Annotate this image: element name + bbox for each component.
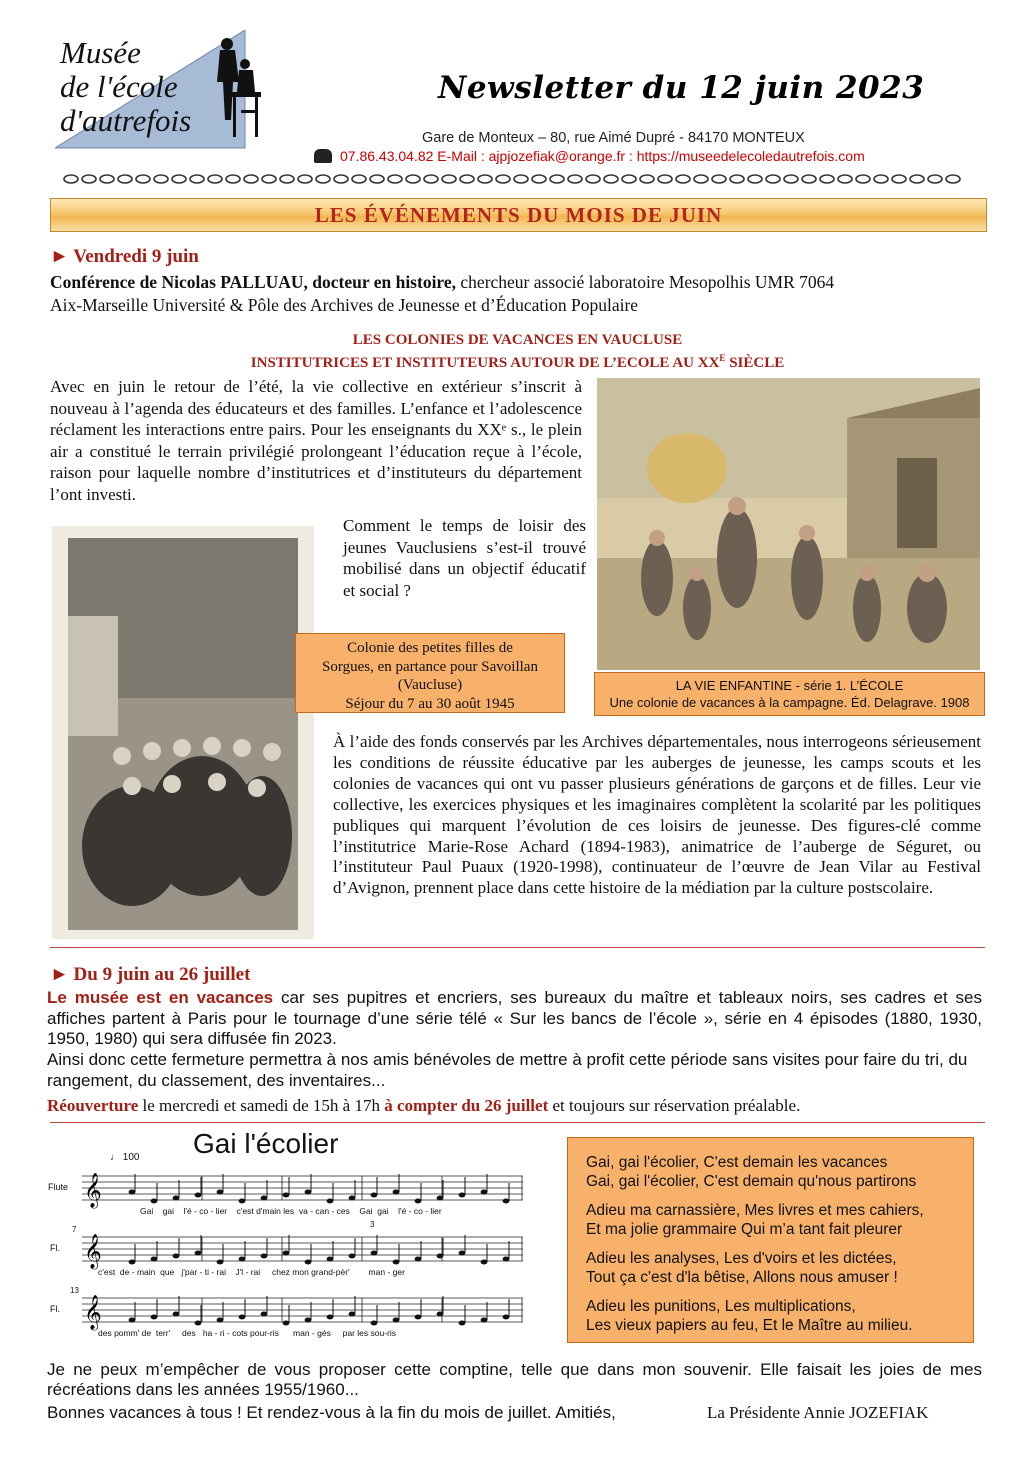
address: Gare de Monteux – 80, rue Aimé Dupré - 84170 MONTEUX [422, 130, 805, 146]
lyrics-stanza-4 [586, 1297, 973, 1335]
instrument-3: Fl. [50, 1304, 60, 1314]
instrument-2: Fl. [50, 1243, 60, 1253]
lyrics-stanza-3 [586, 1249, 973, 1287]
logo-line-1: Musée [60, 35, 141, 70]
event2-para2: Ainsi donc cette fermeture permettra à nos amis bénévoles de mettre à profit cette période sans visites pour faire du tri, du rangement, du classement, des inventaires... [47, 1050, 968, 1090]
newsletter-title: Newsletter du 12 juin 2023 [438, 70, 925, 106]
lyrics-line: Les vieux papiers au feu, Et le Maître au milieu. [586, 1317, 913, 1334]
event1-heading: ► Vendredi 9 juin [50, 246, 199, 267]
closing-text: Je ne peux m’empêcher de vous proposer cette comptine, telle que dans mon souvenir. Elle faisait les joies de mes récréations dans les années 1955/1960... [47, 1360, 982, 1399]
event2-lead-rest: car ses pupitres et encriers, ses bureaux du maître et tableaux noirs, ses cadres et ses affiches partent à Paris pour le tournage d’une série télé « Sur les bancs de l’école », série en 4 épisodes (1880, 1930, 1950, 1980) qui sera diffusée fin 2023. [47, 988, 982, 1048]
lyrics-line: Gai, gai l'écolier, C'est demain qu'nous partirons [586, 1173, 917, 1190]
svg-text:𝄞: 𝄞 [84, 1173, 102, 1208]
colony-photo [52, 526, 314, 939]
lyrics-box [567, 1137, 974, 1343]
score-lyrics-1: Gai gai l'é - co - lier c'est d'main les va - can - ces Gai gai l'é - co - lier [140, 1206, 442, 1216]
score-lyrics-2: c'est de - main que j'par - ti - rai J'l - rai chez mon grand-pèr' man - ger [98, 1267, 405, 1277]
svg-text:𝄞: 𝄞 [84, 1234, 102, 1269]
reopen-mid: le mercredi et samedi de 15h à 17h [138, 1096, 385, 1115]
subtitle2-end: SIÈCLE [725, 355, 785, 371]
signature: La Présidente Annie JOZEFIAK [707, 1403, 929, 1422]
event1-intro: Avec en juin le retour de l’été, la vie collective en extérieur s’inscrit à nouveau à l’agenda des éducateurs et des familles. L’enfance et l’adolescence réclament les interactions entre pairs. Pour les enseignants du XXᵉ s., le plein air a constitué le terrain privilégié prolongeant l’éducation reçue à l’école, raison pour laquelle nombre d’institutrices et d’instituteurs du département l’ont investi. [50, 377, 582, 504]
lyrics-stanza-1 [586, 1153, 973, 1191]
speaker-rest: chercheur associé laboratoire Mesopolhis UMR 7064 [456, 272, 835, 292]
painting-image [597, 378, 980, 670]
contact-text[interactable]: 07.86.43.04.82 E-Mail : ajpjozefiak@orange.fr : https://museedelecoledautrefois.com [340, 148, 865, 164]
lyrics-line: Et ma jolie grammaire Qui m’a tant fait pleurer [586, 1221, 903, 1238]
reopen-red: Réouverture [47, 1096, 139, 1115]
lyrics-stanza-2 [586, 1201, 973, 1239]
lyrics-line: Tout ça c'est d'la bêtise, Allons nous amuser ! [586, 1269, 898, 1286]
reopen-end: et toujours sur réservation préalable. [548, 1096, 801, 1115]
event2-reopen [47, 1095, 987, 1116]
phone-icon [314, 149, 332, 163]
section-banner [50, 198, 987, 232]
ornament-border [62, 172, 962, 186]
event1-body: À l’aide des fonds conservés par les Archives départementales, nous interrogeons sérieusement les conditions de réussite éducative par les auberges de jeunesse, les camps scouts et les colonies de vacances qui ont vu passer plusieurs générations de garçons et de filles. Leur vie collective, les exercices physiques et les imaginaires complètent la scolarité par les politiques publiques qui marquent l’évolution de ces loisirs de jeunesse. Des figures-clé comme l’institutrice Marie-Rose Achard (1894-1983), animatrice de l’auberge de Séguret, ou l’instituteur Paul Puaux (1920-1998), continuateur de l’œuvre de Jean Vilar au Festival d’Avignon, prennent place dans cette histoire de la médiation par la culture postscolaire. [333, 732, 981, 898]
instrument-1: Flute [48, 1182, 69, 1192]
photo-caption-line-2: Sorgues, en partance pour Savoillan [322, 658, 538, 675]
triplet-marker: 3 [370, 1220, 375, 1229]
lyrics-line: Adieu ma carnassière, Mes livres et mes cahiers, [586, 1202, 924, 1219]
score-lyrics-3: des pomm' de terr' des ha - ri - cots pour-ris man - gés par les sou-ris [98, 1328, 397, 1338]
score-title: Gai l'écolier [193, 1128, 339, 1159]
photo-caption-line-4: Séjour du 7 au 30 août 1945 [345, 695, 515, 712]
event1-affiliation: Aix-Marseille Université & Pôle des Archives de Jeunesse et d’Éducation Populaire [50, 295, 639, 315]
painting-caption-line-1: LA VIE ENFANTINE - série 1. L’ÉCOLE [675, 678, 904, 693]
painting-caption [594, 672, 985, 716]
event2-heading: ► Du 9 juin au 26 juillet [50, 964, 251, 985]
lyrics-line: Adieu les punitions, Les multiplications, [586, 1298, 856, 1315]
measure-number-2: 7 [72, 1225, 77, 1234]
logo-line-2: de l'école [60, 69, 178, 104]
event1-subtitle-2 [50, 349, 985, 372]
speaker-bold: Conférence de Nicolas PALLUAU, docteur en histoire, [50, 272, 457, 292]
measure-number-3: 13 [70, 1286, 79, 1295]
event1-speaker [50, 272, 985, 293]
painting-caption-line-2: Une colonie de vacances à la campagne. Éd. Delagrave. 1908 [609, 695, 970, 710]
logo-line-3: d'autrefois [60, 103, 192, 138]
score-staves [48, 1128, 553, 1344]
event1-subtitle-1: LES COLONIES DE VACANCES EN VAUCLUSE [352, 332, 683, 348]
subtitle2-main: INSTITUTRICES ET INSTITUTEURS AUTOUR DE L’ECOLE AU XX [250, 355, 720, 371]
logo-text [60, 36, 191, 138]
event2-lead [47, 988, 982, 1050]
score-tempo: ♩ 100 [110, 1152, 140, 1163]
lyrics-line: Gai, gai l'écolier, C'est demain les vacances [586, 1154, 888, 1171]
reopen-red-2: à compter du 26 juillet [384, 1096, 549, 1115]
lyrics-line: Adieu les analyses, Les d'voirs et les dictées, [586, 1250, 897, 1267]
event2-lead-red: Le musée est en vacances [47, 988, 274, 1007]
music-score [48, 1128, 553, 1344]
divider-1 [50, 947, 985, 948]
photo-caption-line-3: (Vaucluse) [397, 677, 463, 693]
subtitle2-sup: E [719, 353, 726, 363]
banner-title: LES ÉVÉNEMENTS DU MOIS DE JUIN [314, 203, 723, 227]
closing-wishes: Bonnes vacances à tous ! Et rendez-vous à la fin du mois de juillet. Amitiés, [47, 1403, 616, 1422]
photo-caption-line-1: Colonie des petites filles de [347, 640, 513, 656]
photo-caption [295, 633, 565, 713]
contact-line [314, 148, 865, 164]
svg-text:𝄞: 𝄞 [84, 1295, 102, 1330]
divider-2 [50, 1122, 985, 1123]
event1-question: Comment le temps de loisir des jeunes Vauclusiens s’est-il trouvé mobilisé dans un objectif éducatif et social ? [343, 516, 586, 600]
